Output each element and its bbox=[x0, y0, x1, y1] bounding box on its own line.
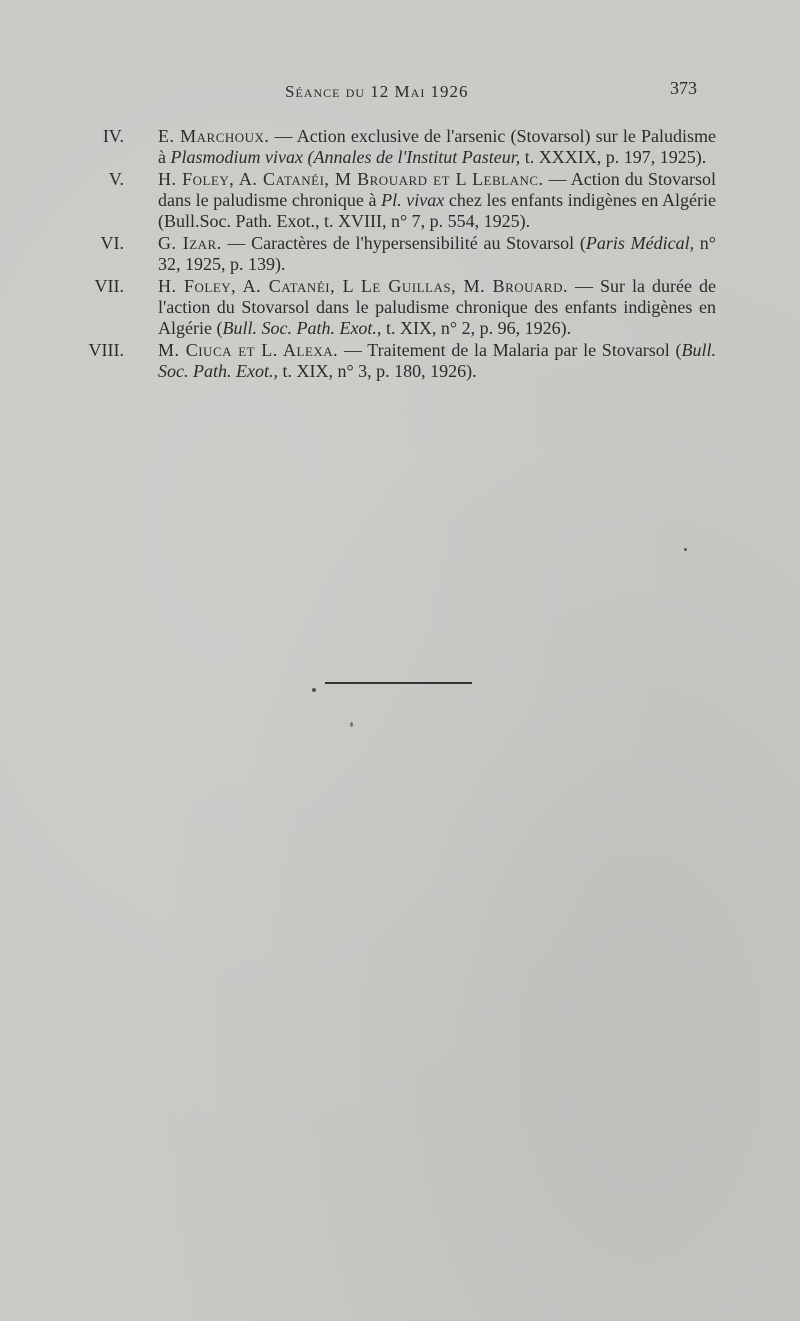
paper-speck bbox=[684, 548, 687, 551]
reference-number: IV. bbox=[102, 126, 124, 146]
reference-authors: H. Foley, A. Catanéi, M Brouard et L Leblanc. bbox=[158, 169, 544, 189]
reference-authors: M. Ciuca et L. Alexa. bbox=[158, 340, 339, 360]
reference-item bbox=[84, 233, 716, 275]
reference-text: — Action du Stovarsol dans le paludisme chronique à bbox=[158, 169, 716, 210]
reference-authors: H. Foley, A. Catanéi, L Le Guillas, M. Brouard. bbox=[158, 276, 568, 296]
running-head: Séance du 12 Mai 1926 bbox=[285, 82, 469, 101]
reference-authors: E. Marchoux. bbox=[158, 126, 270, 146]
reference-item bbox=[84, 340, 716, 382]
reference-tail: chez les enfants indigènes en Algérie (Bull.Soc. Path. Exot., t. XVIII, n° 7, p. 554, 1925). bbox=[158, 190, 716, 231]
paper-speck bbox=[312, 688, 316, 692]
reference-text: — Caractères de l'hypersensibilité au Stovarsol ( bbox=[221, 233, 586, 253]
reference-list bbox=[84, 126, 716, 383]
reference-number: V. bbox=[108, 169, 124, 189]
reference-number: VI. bbox=[100, 233, 124, 253]
reference-number: VII. bbox=[94, 276, 124, 296]
reference-italic: Bull. Soc. Path. Exot., bbox=[158, 340, 717, 381]
reference-authors: G. Izar. bbox=[158, 233, 222, 253]
reference-tail: t. XXXIX, p. 197, 1925). bbox=[520, 147, 707, 167]
reference-item bbox=[84, 276, 716, 339]
reference-text: — Sur la durée de l'action du Stovarsol dans le paludisme chronique des enfants indigènes en Algérie ( bbox=[158, 276, 716, 338]
section-end-rule bbox=[325, 682, 472, 684]
reference-number: VIII. bbox=[88, 340, 124, 360]
reference-italic: Pl. vivax bbox=[381, 190, 445, 210]
reference-text: — Traitement de la Malaria par le Stovarsol ( bbox=[338, 340, 682, 360]
reference-italic: Bull. Soc. Path. Exot., bbox=[222, 318, 382, 338]
reference-italic: Plasmodium vivax (Annales de l'Institut Pasteur, bbox=[170, 147, 521, 167]
paper-speck bbox=[350, 722, 353, 727]
page-number: 373 bbox=[670, 78, 697, 98]
reference-tail: n° 32, 1925, p. 139). bbox=[158, 233, 717, 274]
reference-italic: Paris Médical, bbox=[585, 233, 695, 253]
reference-item bbox=[84, 169, 716, 232]
reference-text: — Action exclusive de l'arsenic (Stovarsol) sur le Paludisme à bbox=[158, 126, 716, 167]
reference-tail: t. XIX, n° 2, p. 96, 1926). bbox=[381, 318, 572, 338]
reference-tail: t. XIX, n° 3, p. 180, 1926). bbox=[277, 361, 477, 381]
reference-item bbox=[84, 126, 716, 168]
